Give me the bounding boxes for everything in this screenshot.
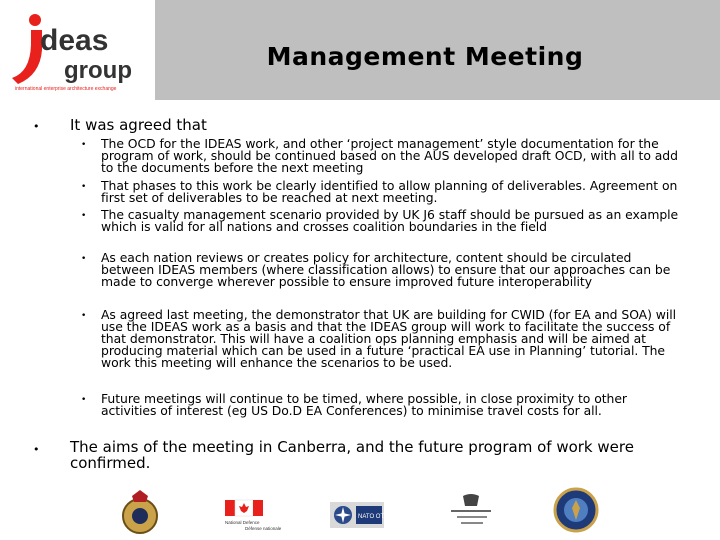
sub-bullet: •: [81, 211, 87, 221]
sub-bullet: •: [81, 311, 87, 321]
svg-text:Défense nationale: Défense nationale: [245, 526, 282, 531]
australia-defence-crest-icon: [447, 492, 495, 532]
sub-bullet: •: [81, 254, 87, 264]
svg-text:NATO OTAN: NATO OTAN: [358, 514, 393, 520]
slide-title: Management Meeting: [266, 42, 584, 71]
sub-bullet: •: [81, 140, 87, 150]
svg-text:deas: deas: [40, 24, 109, 57]
bullet-1: •: [33, 120, 40, 133]
item-agreed: It was agreed that: [70, 116, 207, 134]
svg-text:National Defence: National Defence: [225, 520, 260, 525]
subitem-4: As each nation reviews or creates policy for architecture, content should be circulated between IDEAS members (where classification allows) to ensure that our approaches can be made to converge wherever possible to ensure improved future interoperability: [101, 250, 671, 289]
subitem-2: That phases to this work be clearly identified to allow planning of deliverables. Agreement on first set of deliverables to be reached at next meeting.: [101, 178, 678, 205]
item-aims: The aims of the meeting in Canberra, and the future program of work were confirmed.: [70, 438, 634, 472]
sub-bullet: •: [81, 395, 87, 405]
subitem-1: The OCD for the IDEAS work, and other ‘project management’ style documentation for the program of work, should be continued based on the AUS developed draft OCD, with all to add to the documents before the next meeting: [101, 136, 678, 175]
canada-defence-logo: [223, 498, 282, 534]
bullet-2: •: [33, 443, 40, 456]
subitem-5: As agreed last meeting, the demonstrator that UK are building for CWID (for EA and SOA) will use the IDEAS work as a basis and that the IDEAS group will work to facilitate the success of that demonstrator. This will have a coalition ops planning emphasis and will be aimed at producing material which can be used in a future ‘practical EA use in Planning’ tutorial. The work this meeting will enhance the scenarios to be used.: [101, 307, 677, 370]
logo-area: [0, 0, 155, 100]
us-dod-seal-icon: [553, 487, 599, 533]
ideas-group-logo: [0, 0, 155, 100]
subitem-6: Future meetings will continue to be timed, where possible, in close proximity to other activities of interest (eg US Do.D EA Conferences) to minimise travel costs for all.: [101, 391, 627, 418]
uk-defence-crest-icon: [118, 488, 162, 536]
sub-bullet: •: [81, 182, 87, 192]
nato-logo: [330, 498, 393, 534]
subitem-3: The casualty management scenario provided by UK J6 staff should be pursued as an example which is valid for all nations and crosses coalition boundaries in the field: [101, 207, 679, 234]
svg-text:international enterprise archi: international enterprise architecture exchange: [15, 86, 117, 92]
svg-text:group: group: [64, 57, 132, 84]
